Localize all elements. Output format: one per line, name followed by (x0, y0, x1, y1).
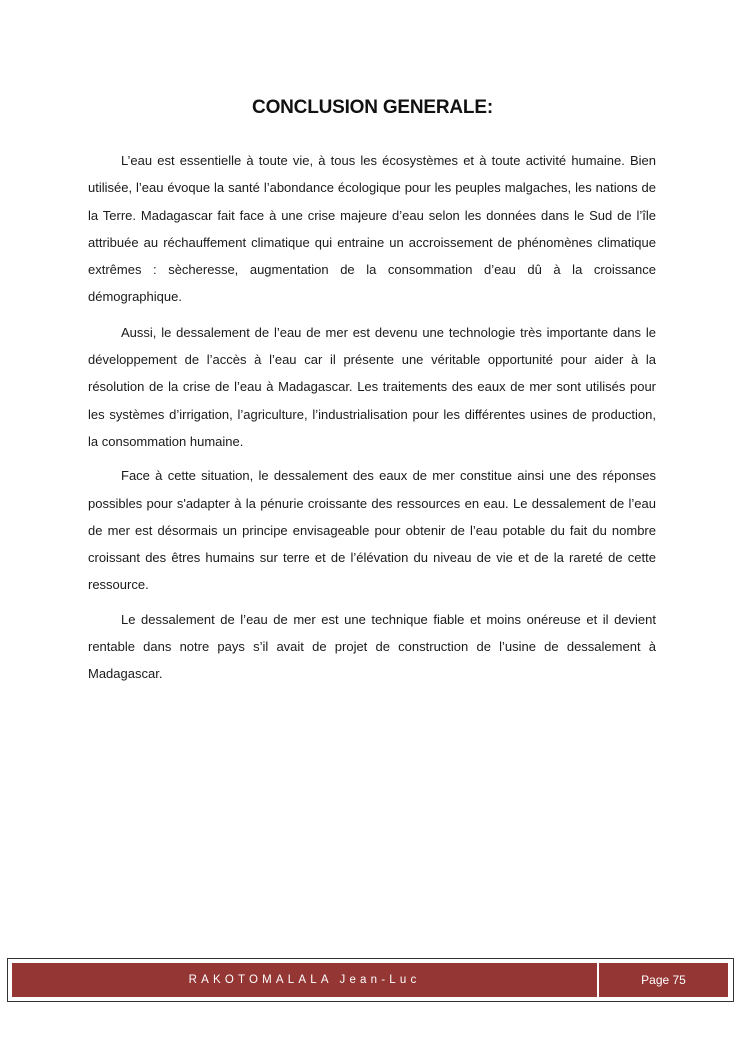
body-text (88, 147, 656, 688)
page-title: CONCLUSION GENERALE: (252, 97, 493, 118)
footer-page-number: Page 75 (599, 963, 728, 997)
footer-author: RAKOTOMALALA Jean-Luc (12, 963, 597, 997)
paragraph-3: Face à cette situation, le dessalement des eaux de mer constitue ainsi une des réponses possibles pour s'adapter à la pénurie croissante des ressources en eau. Le dessalement de l’eau de mer est désormais un principe envisageable pour obtenir de l’eau potable du fait du nombre croissant des êtres humains sur terre et de l’élévation du niveau de vie et de la rareté de cette ressource. (88, 468, 656, 593)
paragraph-4: Le dessalement de l’eau de mer est une technique fiable et moins onéreuse et il devient rentable dans notre pays s’il avait de projet de construction de l’usine de dessalement à Madagascar. (88, 611, 656, 682)
page-footer (7, 958, 734, 1002)
paragraph-1: L’eau est essentielle à toute vie, à tous les écosystèmes et à toute activité humaine. Bien utilisée, l’eau évoque la santé l’abondance écologique pour les peuples malgaches, les nations de la Terre. Madagascar fait face à une crise majeure d’eau selon les données dans le Sud de l’île attribuée au réchauffement climatique qui entraine un accroissement de phénomènes climatique extrêmes : sècheresse, augmentation de la consommation d’eau dû à la croissance démographique. (88, 153, 656, 305)
paragraph-2: Aussi, le dessalement de l’eau de mer est devenu une technologie très importante dans le développement de l’accès à l’eau car il présente une véritable opportunité pour aider à la résolution de la crise de l’eau à Madagascar. Les traitements des eaux de mer sont utilisés pour les systèmes d’irrigation, l’agriculture, l’industrialisation pour les différentes usines de production, la consommation humaine. (88, 324, 656, 449)
